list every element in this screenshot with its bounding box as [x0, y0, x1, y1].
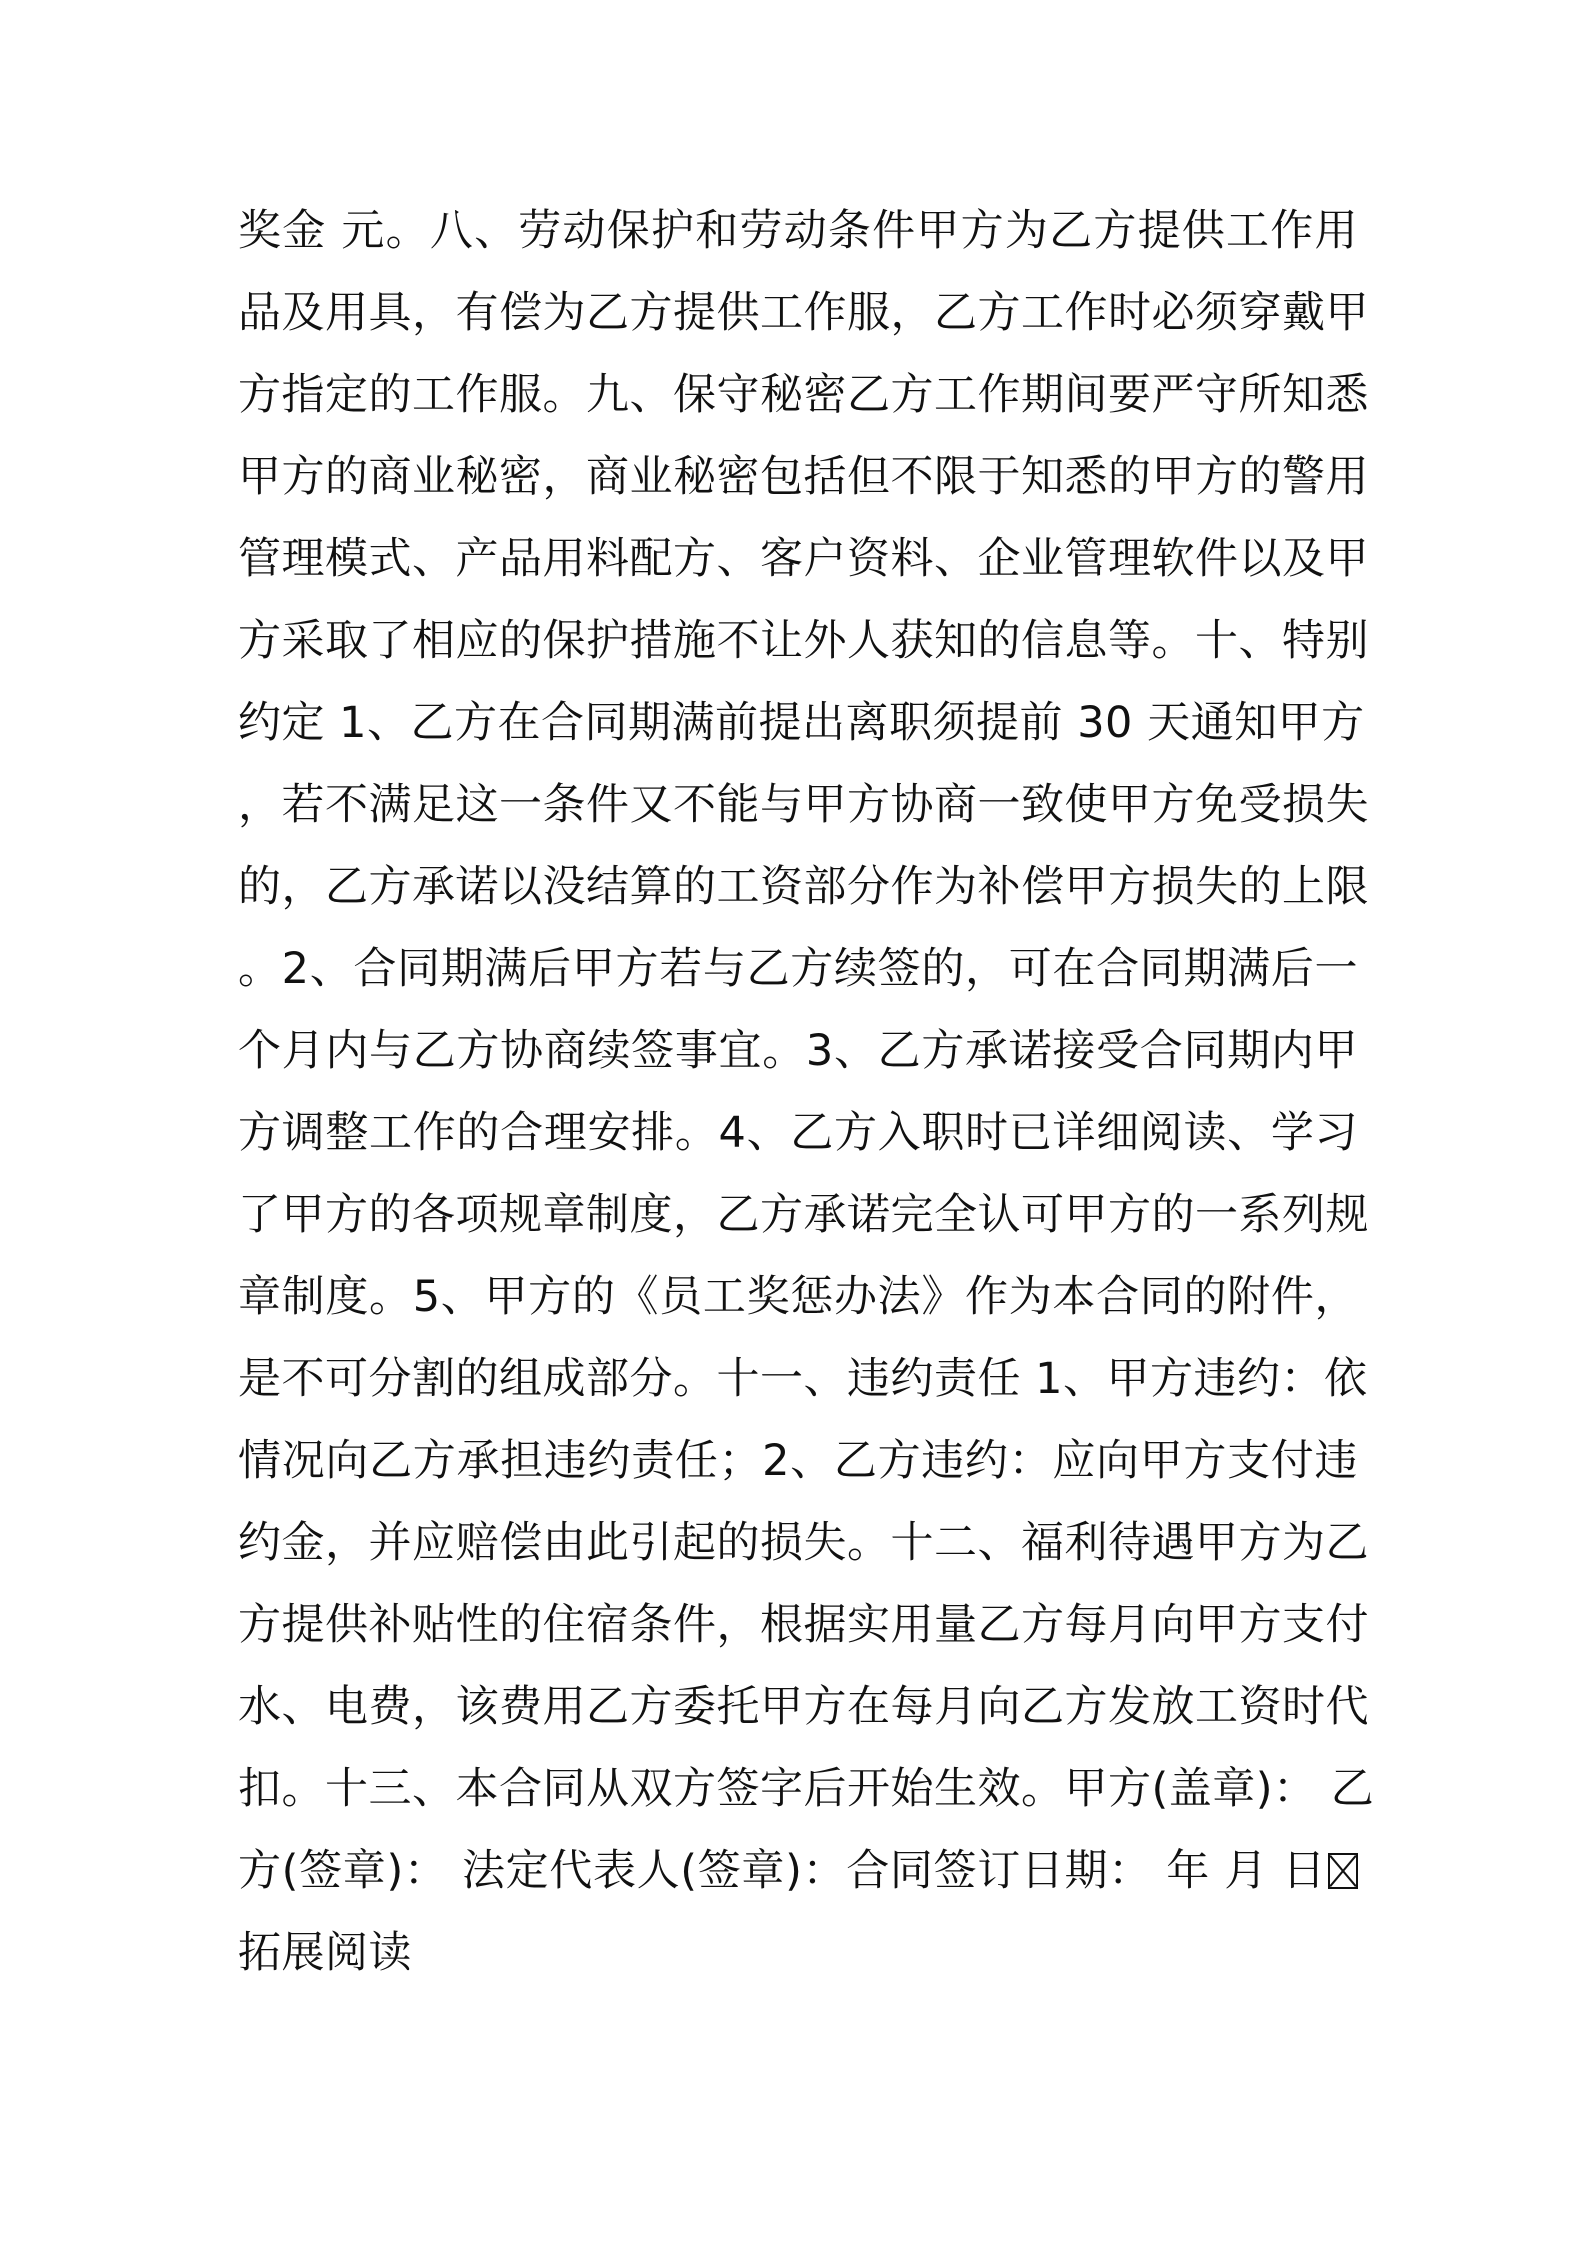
text-line: 方调整工作的合理安排。4、乙方入职时已详细阅读、学习 — [238, 1108, 1358, 1158]
signature-line-text: 方(签章)： 法定代表人(签章)：合同签订日期： 年 月 日 — [238, 1846, 1326, 1896]
text-line: 管理模式、产品用料配方、客户资料、企业管理软件以及甲 — [238, 534, 1369, 584]
text-line: 水、电费，该费用乙方委托甲方在每月向乙方发放工资时代 — [238, 1682, 1369, 1732]
text-line: 甲方的商业秘密，商业秘密包括但不限于知悉的甲方的警用 — [238, 452, 1369, 502]
text-line: 的，乙方承诺以没结算的工资部分作为补偿甲方损失的上限 — [238, 862, 1369, 912]
text-line: 章制度。5、甲方的《员工奖惩办法》作为本合同的附件， — [238, 1272, 1358, 1322]
text-line: 情况向乙方承担违约责任；2、乙方违约：应向甲方支付违 — [238, 1436, 1358, 1486]
text-line: 个月内与乙方协商续签事宜。3、乙方承诺接受合同期内甲 — [238, 1026, 1358, 1076]
text-line: 了甲方的各项规章制度，乙方承诺完全认可甲方的一系列规 — [238, 1190, 1369, 1240]
text-line: 是不可分割的组成部分。十一、违约责任 1、甲方违约：依 — [238, 1354, 1368, 1404]
text-line: 品及用具，有偿为乙方提供工作服，乙方工作时必须穿戴甲 — [238, 288, 1369, 338]
signature-line — [238, 1830, 1358, 1912]
contract-body-text — [238, 190, 1375, 1994]
text-line: 奖金 元。八、劳动保护和劳动条件甲方为乙方提供工作用 — [238, 206, 1358, 256]
text-line: 方采取了相应的保护措施不让外人获知的信息等。十、特别 — [238, 616, 1369, 666]
missing-glyph-box-icon — [1328, 1853, 1358, 1889]
text-line: 。2、合同期满后甲方若与乙方续签的，可在合同期满后一 — [238, 944, 1358, 994]
text-line: 方指定的工作服。九、保守秘密乙方工作期间要严守所知悉 — [238, 370, 1369, 420]
text-line: 方提供补贴性的住宿条件，根据实用量乙方每月向甲方支付 — [238, 1600, 1369, 1650]
text-line: ，若不满足这一条件又不能与甲方协商一致使甲方免受损失 — [238, 780, 1369, 830]
text-line: 约金，并应赔偿由此引起的损失。十二、福利待遇甲方为乙 — [238, 1518, 1369, 1568]
extended-reading-label: 拓展阅读 — [238, 1928, 412, 1978]
text-line: 扣。十三、本合同从双方签字后开始生效。甲方(盖章)： 乙 — [238, 1764, 1375, 1814]
text-line: 约定 1、乙方在合同期满前提出离职须提前 30 天通知甲方 — [238, 698, 1365, 748]
